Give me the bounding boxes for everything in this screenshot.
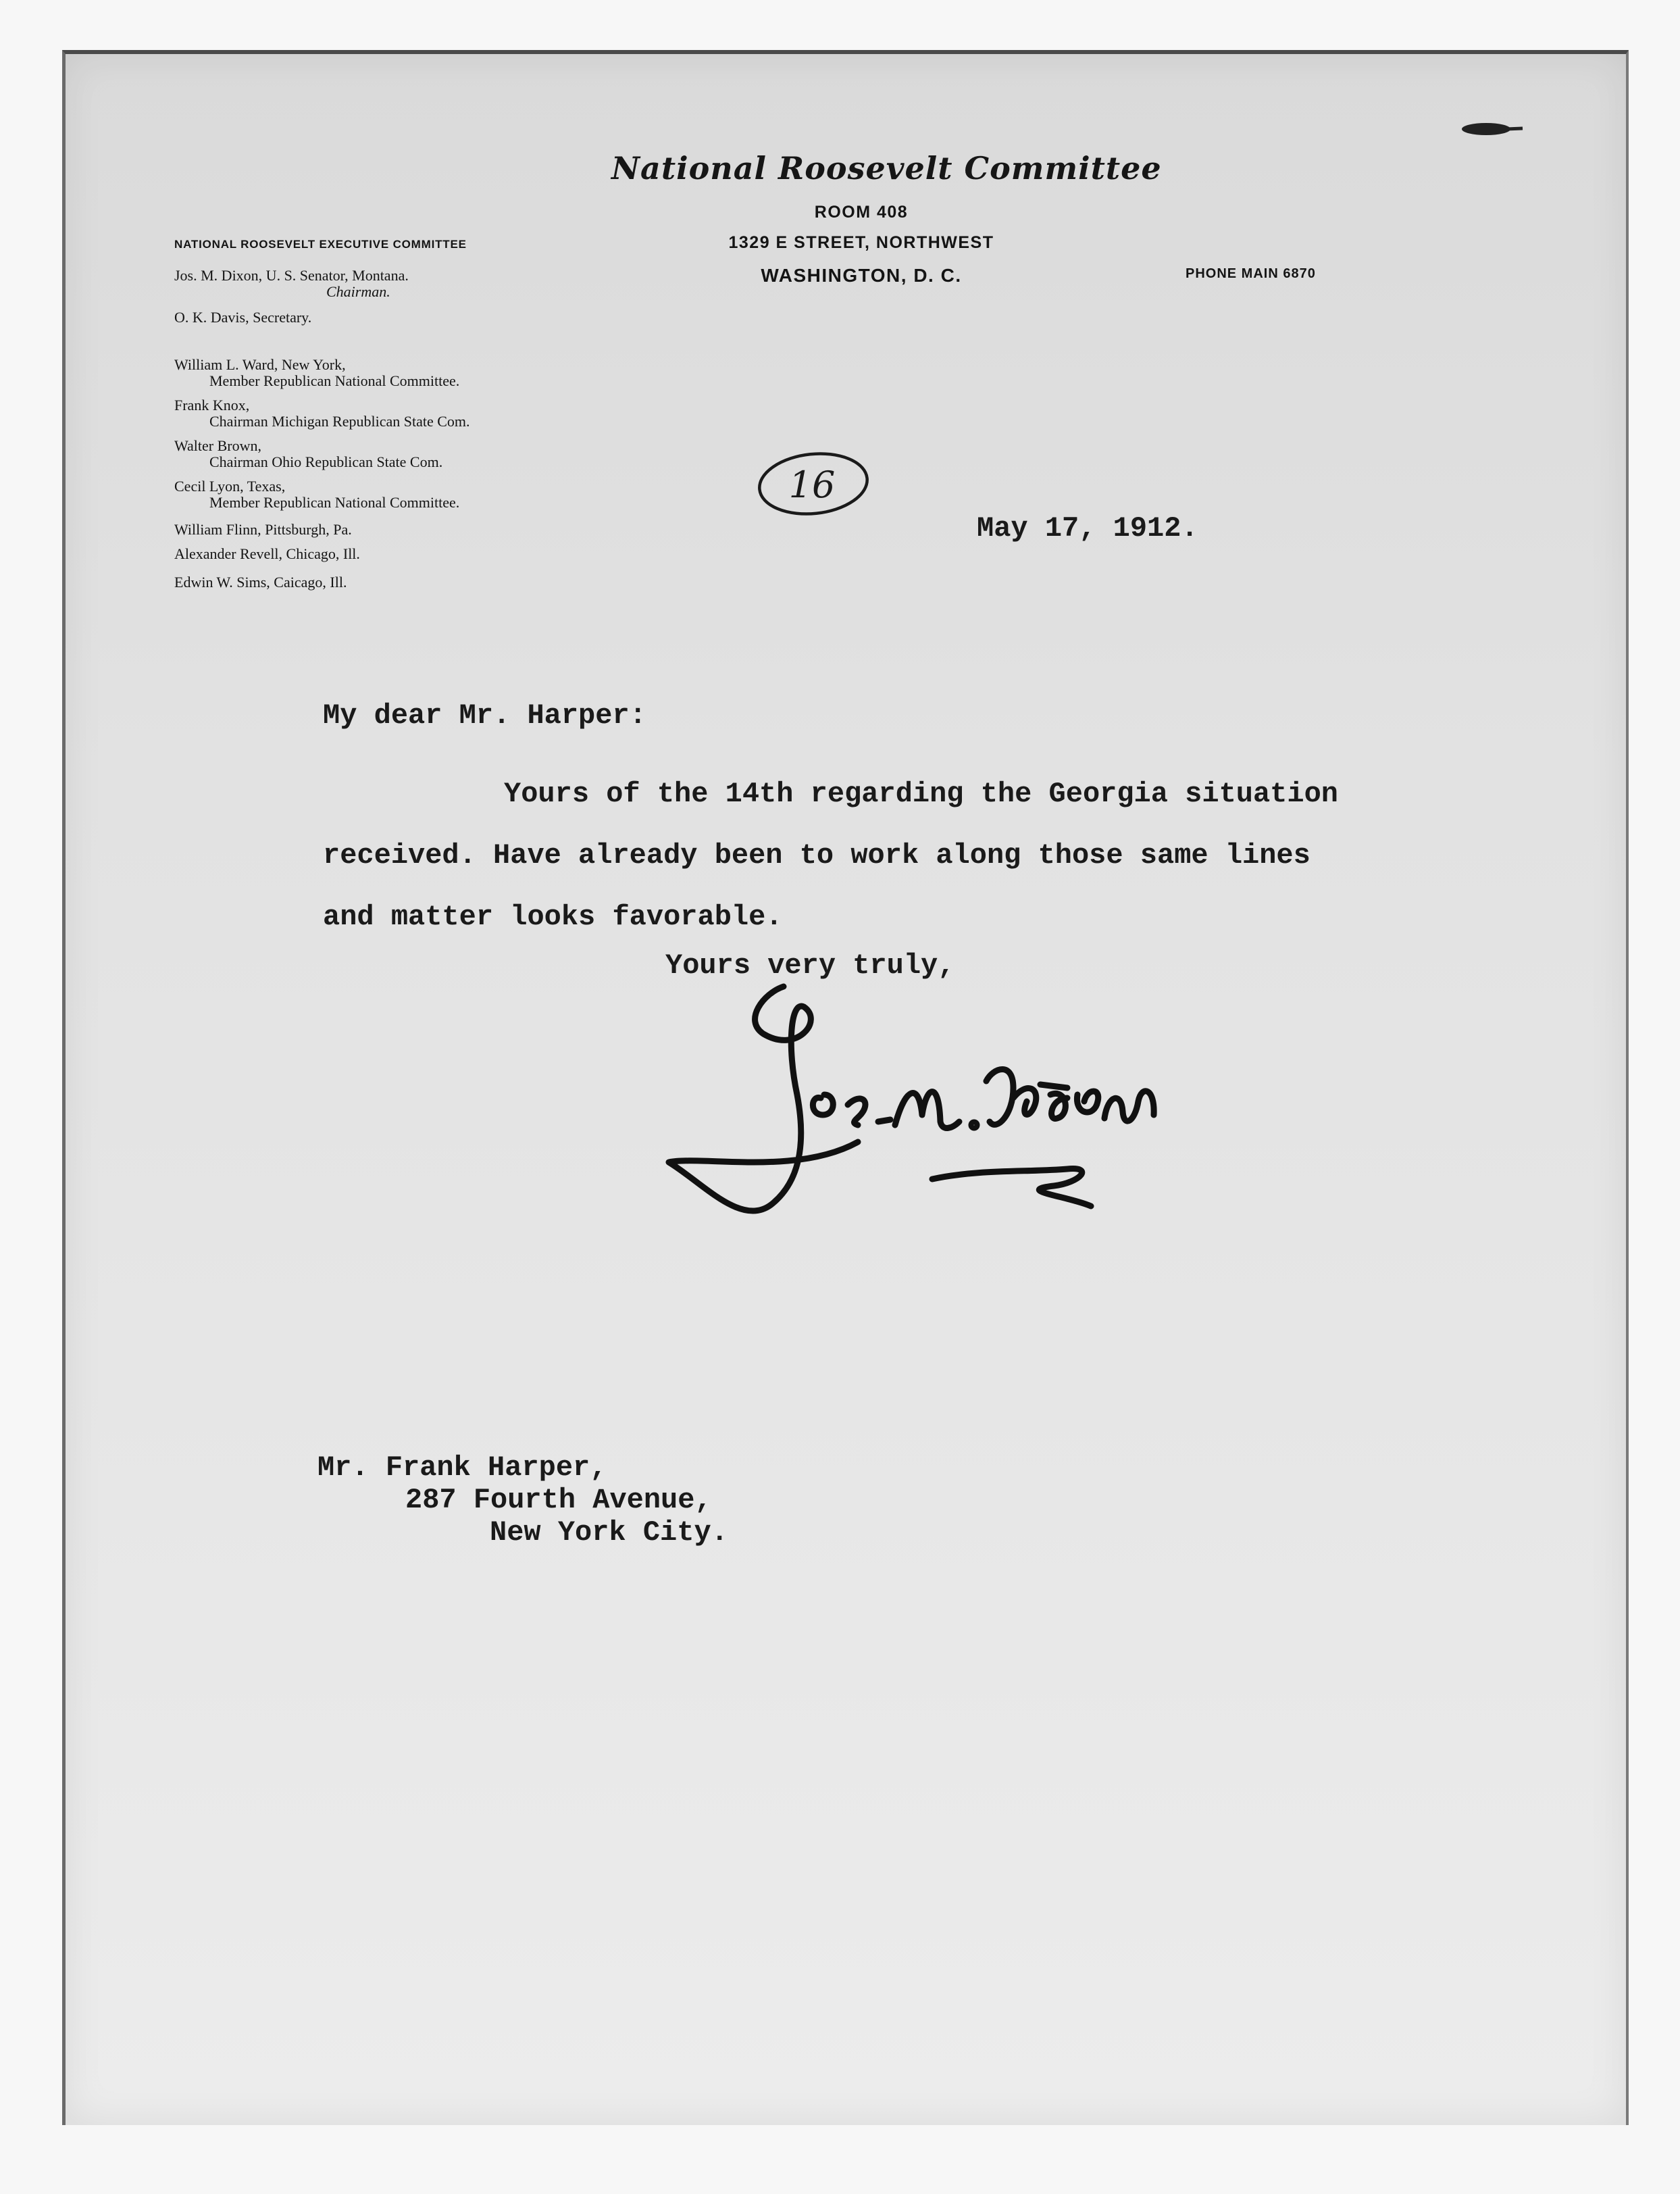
recipient-street: 287 Fourth Avenue, <box>405 1484 712 1516</box>
letterhead-street: 1329 E STREET, NORTHWEST <box>728 233 994 252</box>
member-title: Chairman Michigan Republican State Com. <box>209 413 470 430</box>
body-line: received. Have already been to work along those same lines <box>323 839 1310 872</box>
body-line: and matter looks favorable. <box>323 901 783 933</box>
member-title: Chairman. <box>326 283 390 300</box>
member-title: Member Republican National Committee. <box>209 494 460 511</box>
member-line: Walter Brown, <box>174 437 261 454</box>
committee-member <box>174 522 352 538</box>
member-line: Cecil Lyon, Texas, <box>174 478 286 495</box>
member-line: Alexander Revell, Chicago, Ill. <box>174 545 360 562</box>
letterhead-title: National Roosevelt Committee <box>611 150 1162 186</box>
committee-member <box>174 357 459 389</box>
committee-member <box>174 574 347 591</box>
committee-member <box>174 546 360 562</box>
member-line: O. K. Davis, Secretary. <box>174 309 312 326</box>
file-number-circle <box>754 446 871 520</box>
member-line: Jos. M. Dixon, U. S. Senator, Montana. <box>174 267 409 284</box>
paper-fastener-mark <box>1452 119 1527 139</box>
committee-member <box>174 268 409 300</box>
signature <box>662 980 1459 1264</box>
member-line: Edwin W. Sims, Caicago, Ill. <box>174 574 347 591</box>
letterhead-room: ROOM 408 <box>814 203 909 222</box>
letterhead-city: WASHINGTON, D. C. <box>761 265 962 286</box>
closing: Yours very truly, <box>665 949 955 982</box>
member-line: William L. Ward, New York, <box>174 356 346 373</box>
recipient-city: New York City. <box>490 1516 728 1549</box>
letter-date: May 17, 1912. <box>977 512 1198 545</box>
letterhead-phone: PHONE MAIN 6870 <box>1186 266 1316 281</box>
committee-member <box>174 438 442 470</box>
salutation: My dear Mr. Harper: <box>323 699 646 732</box>
member-title: Member Republican National Committee. <box>209 372 460 389</box>
letter-body <box>323 764 1338 948</box>
member-title: Chairman Ohio Republican State Com. <box>209 453 443 470</box>
recipient-address <box>317 1451 728 1549</box>
committee-member <box>174 309 311 326</box>
committee-member <box>174 397 470 430</box>
body-line: Yours of the 14th regarding the Georgia situation <box>504 778 1339 810</box>
member-line: William Flinn, Pittsburgh, Pa. <box>174 521 352 538</box>
committee-heading: NATIONAL ROOSEVELT EXECUTIVE COMMITTEE <box>174 238 467 251</box>
recipient-name: Mr. Frank Harper, <box>317 1451 607 1484</box>
committee-member <box>174 478 459 511</box>
file-number: 16 <box>788 464 836 506</box>
member-line: Frank Knox, <box>174 397 250 414</box>
